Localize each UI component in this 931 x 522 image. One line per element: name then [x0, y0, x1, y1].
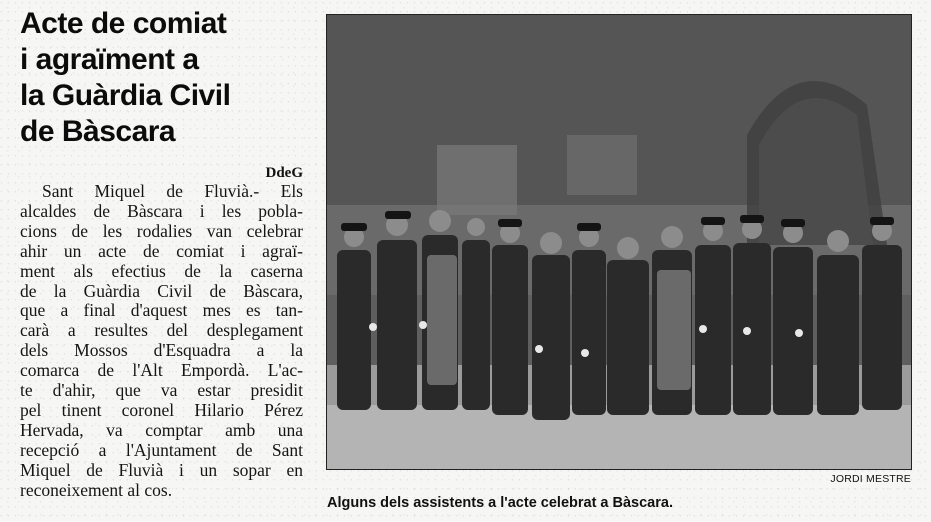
photo-scene: [327, 15, 911, 469]
article-body: [20, 182, 303, 501]
headline-line: de Bàscara: [20, 115, 176, 148]
body-line: pel tinent coronel Hilario Pérez: [20, 399, 303, 420]
byline: DdeG: [265, 165, 303, 181]
body-line: te d'ahir, que va estar presidit: [20, 380, 303, 401]
headline: [20, 6, 310, 150]
body-line: alcaldes de Bàscara i les pobla-: [20, 200, 303, 221]
body-line: recepció a l'Ajuntament de Sant: [20, 439, 303, 460]
body-line: comarca de l'Alt Empordà. L'ac-: [20, 360, 303, 381]
photo-caption: Alguns dels assistents a l'acte celebrat a Bàscara.: [327, 495, 673, 511]
group-photo: [326, 14, 912, 470]
body-line: cions de les rodalies van celebrar: [20, 220, 303, 241]
body-line: Sant Miquel de Fluvià.- Els: [42, 181, 303, 201]
body-line: de la Guàrdia Civil de Bàscara,: [20, 280, 303, 301]
body-line: que a final d'aquest mes es tan-: [20, 300, 303, 321]
body-line: ahir un acte de comiat i agraï-: [20, 240, 303, 261]
body-line: Miquel de Fluvià i un sopar en: [20, 459, 303, 480]
body-line: ment als efectius de la caserna: [20, 260, 303, 281]
body-line: dels Mossos d'Esquadra a la: [20, 340, 303, 361]
body-line: reconeixement al cos.: [20, 479, 173, 500]
body-line: carà a resultes del desplegament: [20, 320, 303, 341]
headline-line: la Guàrdia Civil: [20, 79, 231, 112]
headline-line: i agraïment a: [20, 43, 199, 76]
body-line: Hervada, va comptar amb una: [20, 419, 303, 440]
photo-credit: JORDI MESTRE: [830, 473, 911, 485]
headline-line: Acte de comiat: [20, 7, 227, 40]
